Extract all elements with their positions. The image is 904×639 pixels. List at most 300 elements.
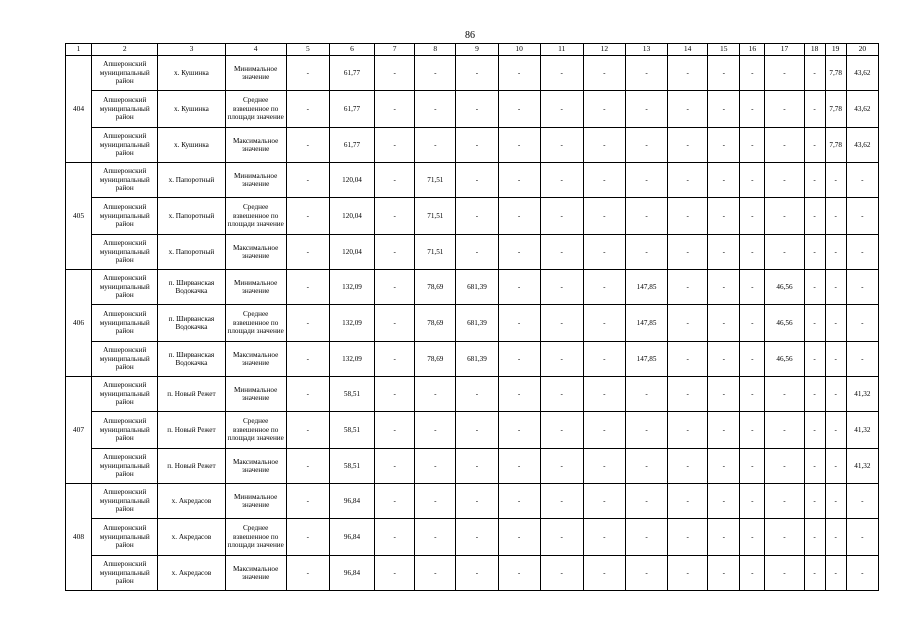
value-cell: - <box>286 270 329 305</box>
value-cell: - <box>286 128 329 163</box>
value-cell: - <box>668 270 708 305</box>
value-cell: 120,04 <box>329 235 374 270</box>
value-cell: - <box>540 56 583 91</box>
value-cell: - <box>708 235 740 270</box>
value-cell: - <box>583 484 625 519</box>
value-cell: - <box>286 377 329 412</box>
district-cell: Апшеронский муниципальный район <box>92 235 158 270</box>
district-cell: Апшеронский муниципальный район <box>92 198 158 235</box>
value-cell: - <box>825 412 846 449</box>
value-cell: 61,77 <box>329 91 374 128</box>
value-cell: - <box>456 484 498 519</box>
table-row <box>66 128 879 163</box>
value-cell: - <box>286 412 329 449</box>
value-cell: - <box>765 128 804 163</box>
value-cell: - <box>668 342 708 377</box>
value-cell: 43,62 <box>846 128 878 163</box>
value-cell: - <box>708 377 740 412</box>
column-number-cell: 11 <box>540 44 583 56</box>
table-row <box>66 270 879 305</box>
value-cell: 7,78 <box>825 128 846 163</box>
value-cell: - <box>825 519 846 556</box>
value-cell: - <box>804 519 825 556</box>
value-cell: - <box>668 305 708 342</box>
settlement-cell: х. Акредасов <box>158 519 225 556</box>
value-cell: - <box>456 556 498 591</box>
statistic-cell: Среднее взвешенное по площади значение <box>225 91 286 128</box>
value-cell: - <box>498 484 540 519</box>
value-cell: 78,69 <box>415 305 456 342</box>
column-number-cell: 8 <box>415 44 456 56</box>
value-cell: - <box>375 163 415 198</box>
value-cell: - <box>668 128 708 163</box>
value-cell: - <box>804 235 825 270</box>
value-cell: - <box>765 163 804 198</box>
district-cell: Апшеронский муниципальный район <box>92 91 158 128</box>
value-cell: - <box>583 235 625 270</box>
value-cell: - <box>668 163 708 198</box>
statistic-cell: Максимальное значение <box>225 235 286 270</box>
value-cell: - <box>708 91 740 128</box>
value-cell: - <box>740 163 765 198</box>
value-cell: 78,69 <box>415 342 456 377</box>
value-cell: - <box>456 412 498 449</box>
column-number-cell: 4 <box>225 44 286 56</box>
settlement-cell: п. Новый Режет <box>158 449 225 484</box>
table-row <box>66 556 879 591</box>
district-cell: Апшеронский муниципальный район <box>92 449 158 484</box>
value-cell: 46,56 <box>765 270 804 305</box>
value-cell: - <box>498 235 540 270</box>
column-number-cell: 3 <box>158 44 225 56</box>
value-cell: - <box>498 342 540 377</box>
value-cell: - <box>540 235 583 270</box>
value-cell: - <box>286 235 329 270</box>
value-cell: - <box>286 342 329 377</box>
column-number-cell: 2 <box>92 44 158 56</box>
value-cell: 61,77 <box>329 128 374 163</box>
value-cell: - <box>415 128 456 163</box>
value-cell: - <box>668 198 708 235</box>
value-cell: - <box>498 91 540 128</box>
value-cell: - <box>804 342 825 377</box>
table-row <box>66 198 879 235</box>
value-cell: - <box>708 198 740 235</box>
value-cell: - <box>375 449 415 484</box>
value-cell: - <box>375 342 415 377</box>
column-number-cell: 14 <box>668 44 708 56</box>
value-cell: - <box>804 128 825 163</box>
value-cell: - <box>456 519 498 556</box>
column-number-cell: 13 <box>625 44 667 56</box>
value-cell: - <box>415 91 456 128</box>
value-cell: - <box>765 556 804 591</box>
value-cell: 58,51 <box>329 412 374 449</box>
statistic-cell: Среднее взвешенное по площади значение <box>225 305 286 342</box>
value-cell: - <box>540 377 583 412</box>
value-cell: - <box>804 163 825 198</box>
value-cell: - <box>804 56 825 91</box>
data-table <box>65 43 879 591</box>
value-cell: - <box>498 163 540 198</box>
value-cell: 58,51 <box>329 449 374 484</box>
value-cell: - <box>740 556 765 591</box>
value-cell: - <box>498 198 540 235</box>
column-number-cell: 1 <box>66 44 92 56</box>
value-cell: 120,04 <box>329 198 374 235</box>
row-id-cell: 405 <box>66 163 92 270</box>
value-cell: - <box>498 412 540 449</box>
value-cell: - <box>540 484 583 519</box>
value-cell: - <box>456 91 498 128</box>
value-cell: 41,32 <box>846 449 878 484</box>
statistic-cell: Среднее взвешенное по площади значение <box>225 519 286 556</box>
table-row <box>66 412 879 449</box>
statistic-cell: Максимальное значение <box>225 556 286 591</box>
settlement-cell: х. Кушинка <box>158 56 225 91</box>
value-cell: - <box>668 235 708 270</box>
value-cell: - <box>846 519 878 556</box>
value-cell: - <box>825 484 846 519</box>
value-cell: - <box>540 519 583 556</box>
settlement-cell: п. Ширванская Водокачка <box>158 305 225 342</box>
value-cell: 46,56 <box>765 305 804 342</box>
value-cell: - <box>583 305 625 342</box>
value-cell: 71,51 <box>415 163 456 198</box>
value-cell: - <box>765 56 804 91</box>
value-cell: - <box>540 163 583 198</box>
value-cell: 41,32 <box>846 377 878 412</box>
column-number-row <box>66 44 879 56</box>
value-cell: - <box>625 519 667 556</box>
settlement-cell: п. Ширванская Водокачка <box>158 270 225 305</box>
value-cell: - <box>765 91 804 128</box>
value-cell: - <box>846 484 878 519</box>
statistic-cell: Минимальное значение <box>225 56 286 91</box>
statistic-cell: Максимальное значение <box>225 128 286 163</box>
value-cell: - <box>583 556 625 591</box>
value-cell: - <box>415 412 456 449</box>
value-cell: - <box>498 270 540 305</box>
value-cell: - <box>708 270 740 305</box>
column-number-cell: 6 <box>329 44 374 56</box>
value-cell: - <box>540 270 583 305</box>
district-cell: Апшеронский муниципальный район <box>92 163 158 198</box>
value-cell: - <box>375 270 415 305</box>
value-cell: - <box>825 198 846 235</box>
district-cell: Апшеронский муниципальный район <box>92 412 158 449</box>
settlement-cell: х. Кушинка <box>158 128 225 163</box>
value-cell: - <box>375 235 415 270</box>
value-cell: - <box>765 519 804 556</box>
value-cell: - <box>846 235 878 270</box>
row-id-cell: 407 <box>66 377 92 484</box>
value-cell: - <box>825 449 846 484</box>
value-cell: - <box>540 342 583 377</box>
value-cell: - <box>740 198 765 235</box>
value-cell: - <box>708 519 740 556</box>
value-cell: - <box>415 519 456 556</box>
value-cell: - <box>625 198 667 235</box>
value-cell: - <box>375 484 415 519</box>
value-cell: - <box>804 377 825 412</box>
value-cell: - <box>804 91 825 128</box>
column-number-cell: 16 <box>740 44 765 56</box>
district-cell: Апшеронский муниципальный район <box>92 484 158 519</box>
row-id-cell: 406 <box>66 270 92 377</box>
value-cell: 78,69 <box>415 270 456 305</box>
value-cell: - <box>740 56 765 91</box>
value-cell: - <box>625 484 667 519</box>
value-cell: - <box>456 377 498 412</box>
value-cell: 71,51 <box>415 198 456 235</box>
value-cell: - <box>625 163 667 198</box>
value-cell: - <box>846 198 878 235</box>
value-cell: - <box>456 56 498 91</box>
value-cell: 96,84 <box>329 484 374 519</box>
value-cell: - <box>456 235 498 270</box>
value-cell: - <box>583 449 625 484</box>
value-cell: - <box>415 56 456 91</box>
column-number-cell: 18 <box>804 44 825 56</box>
value-cell: - <box>286 305 329 342</box>
table-row <box>66 519 879 556</box>
value-cell: - <box>286 519 329 556</box>
value-cell: - <box>740 449 765 484</box>
value-cell: - <box>804 556 825 591</box>
settlement-cell: х. Акредасов <box>158 484 225 519</box>
page-number: 86 <box>465 30 475 41</box>
value-cell: - <box>286 484 329 519</box>
value-cell: 43,62 <box>846 56 878 91</box>
settlement-cell: х. Акредасов <box>158 556 225 591</box>
value-cell: 41,32 <box>846 412 878 449</box>
value-cell: - <box>804 449 825 484</box>
value-cell: - <box>846 163 878 198</box>
value-cell: - <box>583 270 625 305</box>
value-cell: - <box>456 198 498 235</box>
settlement-cell: х. Папоротный <box>158 198 225 235</box>
value-cell: 147,85 <box>625 305 667 342</box>
value-cell: 147,85 <box>625 342 667 377</box>
value-cell: - <box>668 449 708 484</box>
district-cell: Апшеронский муниципальный район <box>92 128 158 163</box>
value-cell: - <box>375 56 415 91</box>
value-cell: - <box>456 449 498 484</box>
settlement-cell: п. Новый Режет <box>158 412 225 449</box>
statistic-cell: Минимальное значение <box>225 163 286 198</box>
value-cell: - <box>583 342 625 377</box>
column-number-cell: 5 <box>286 44 329 56</box>
value-cell: - <box>804 305 825 342</box>
value-cell: - <box>583 91 625 128</box>
table-row <box>66 235 879 270</box>
value-cell: - <box>498 377 540 412</box>
settlement-cell: х. Кушинка <box>158 91 225 128</box>
value-cell: - <box>583 163 625 198</box>
column-number-cell: 20 <box>846 44 878 56</box>
value-cell: - <box>708 412 740 449</box>
value-cell: - <box>708 449 740 484</box>
value-cell: - <box>625 449 667 484</box>
value-cell: - <box>498 449 540 484</box>
table-row <box>66 484 879 519</box>
column-number-cell: 17 <box>765 44 804 56</box>
value-cell: - <box>540 128 583 163</box>
value-cell: - <box>708 56 740 91</box>
value-cell: - <box>708 556 740 591</box>
value-cell: - <box>668 484 708 519</box>
value-cell: - <box>625 377 667 412</box>
statistic-cell: Максимальное значение <box>225 342 286 377</box>
statistic-cell: Минимальное значение <box>225 484 286 519</box>
table-row <box>66 342 879 377</box>
value-cell: - <box>740 91 765 128</box>
value-cell: - <box>286 91 329 128</box>
value-cell: - <box>375 128 415 163</box>
value-cell: - <box>740 305 765 342</box>
value-cell: - <box>375 412 415 449</box>
value-cell: - <box>286 163 329 198</box>
value-cell: - <box>415 377 456 412</box>
value-cell: - <box>286 556 329 591</box>
value-cell: - <box>583 412 625 449</box>
value-cell: - <box>765 449 804 484</box>
value-cell: - <box>415 556 456 591</box>
value-cell: - <box>825 556 846 591</box>
value-cell: - <box>540 412 583 449</box>
value-cell: - <box>740 270 765 305</box>
value-cell: - <box>625 412 667 449</box>
row-id-cell: 408 <box>66 484 92 591</box>
value-cell: - <box>583 128 625 163</box>
value-cell: - <box>846 305 878 342</box>
value-cell: - <box>740 519 765 556</box>
value-cell: - <box>583 56 625 91</box>
statistic-cell: Минимальное значение <box>225 377 286 412</box>
column-number-cell: 9 <box>456 44 498 56</box>
value-cell: - <box>740 235 765 270</box>
value-cell: - <box>668 519 708 556</box>
column-number-cell: 15 <box>708 44 740 56</box>
value-cell: - <box>765 412 804 449</box>
value-cell: 681,39 <box>456 342 498 377</box>
value-cell: - <box>498 519 540 556</box>
settlement-cell: п. Новый Режет <box>158 377 225 412</box>
column-number-cell: 10 <box>498 44 540 56</box>
statistic-cell: Максимальное значение <box>225 449 286 484</box>
table-row <box>66 377 879 412</box>
value-cell: - <box>804 412 825 449</box>
value-cell: 58,51 <box>329 377 374 412</box>
value-cell: - <box>740 412 765 449</box>
value-cell: - <box>804 484 825 519</box>
district-cell: Апшеронский муниципальный район <box>92 270 158 305</box>
value-cell: 120,04 <box>329 163 374 198</box>
value-cell: 132,09 <box>329 342 374 377</box>
settlement-cell: х. Папоротный <box>158 235 225 270</box>
district-cell: Апшеронский муниципальный район <box>92 305 158 342</box>
value-cell: - <box>668 91 708 128</box>
value-cell: - <box>583 519 625 556</box>
value-cell: - <box>583 377 625 412</box>
value-cell: - <box>375 519 415 556</box>
value-cell: - <box>625 128 667 163</box>
table-row <box>66 56 879 91</box>
value-cell: - <box>286 56 329 91</box>
value-cell: - <box>540 556 583 591</box>
district-cell: Апшеронский муниципальный район <box>92 556 158 591</box>
value-cell: 681,39 <box>456 270 498 305</box>
statistic-cell: Среднее взвешенное по площади значение <box>225 198 286 235</box>
value-cell: - <box>415 484 456 519</box>
value-cell: - <box>625 91 667 128</box>
value-cell: 46,56 <box>765 342 804 377</box>
value-cell: 96,84 <box>329 556 374 591</box>
value-cell: - <box>456 163 498 198</box>
column-number-cell: 12 <box>583 44 625 56</box>
district-cell: Апшеронский муниципальный район <box>92 519 158 556</box>
value-cell: - <box>625 235 667 270</box>
value-cell: - <box>846 556 878 591</box>
value-cell: - <box>765 484 804 519</box>
value-cell: - <box>846 270 878 305</box>
value-cell: - <box>668 412 708 449</box>
district-cell: Апшеронский муниципальный район <box>92 377 158 412</box>
value-cell: - <box>583 198 625 235</box>
value-cell: 96,84 <box>329 519 374 556</box>
value-cell: - <box>375 556 415 591</box>
value-cell: - <box>740 484 765 519</box>
value-cell: 681,39 <box>456 305 498 342</box>
settlement-cell: п. Ширванская Водокачка <box>158 342 225 377</box>
value-cell: - <box>708 128 740 163</box>
value-cell: - <box>804 198 825 235</box>
value-cell: - <box>375 198 415 235</box>
table-row <box>66 449 879 484</box>
value-cell: - <box>708 305 740 342</box>
value-cell: 71,51 <box>415 235 456 270</box>
value-cell: - <box>740 128 765 163</box>
value-cell: - <box>668 56 708 91</box>
value-cell: - <box>825 305 846 342</box>
district-cell: Апшеронский муниципальный район <box>92 56 158 91</box>
settlement-cell: х. Папоротный <box>158 163 225 198</box>
value-cell: - <box>286 449 329 484</box>
value-cell: - <box>375 91 415 128</box>
value-cell: - <box>498 128 540 163</box>
table-row <box>66 163 879 198</box>
value-cell: 132,09 <box>329 270 374 305</box>
value-cell: - <box>825 377 846 412</box>
column-number-cell: 7 <box>375 44 415 56</box>
value-cell: - <box>540 449 583 484</box>
value-cell: - <box>740 342 765 377</box>
row-id-cell: 404 <box>66 56 92 163</box>
value-cell: - <box>825 163 846 198</box>
value-cell: - <box>540 305 583 342</box>
value-cell: - <box>498 305 540 342</box>
statistic-cell: Среднее взвешенное по площади значение <box>225 412 286 449</box>
value-cell: - <box>765 198 804 235</box>
table-row <box>66 91 879 128</box>
value-cell: - <box>804 270 825 305</box>
value-cell: 147,85 <box>625 270 667 305</box>
value-cell: 7,78 <box>825 56 846 91</box>
value-cell: - <box>708 342 740 377</box>
value-cell: - <box>765 377 804 412</box>
statistic-cell: Минимальное значение <box>225 270 286 305</box>
